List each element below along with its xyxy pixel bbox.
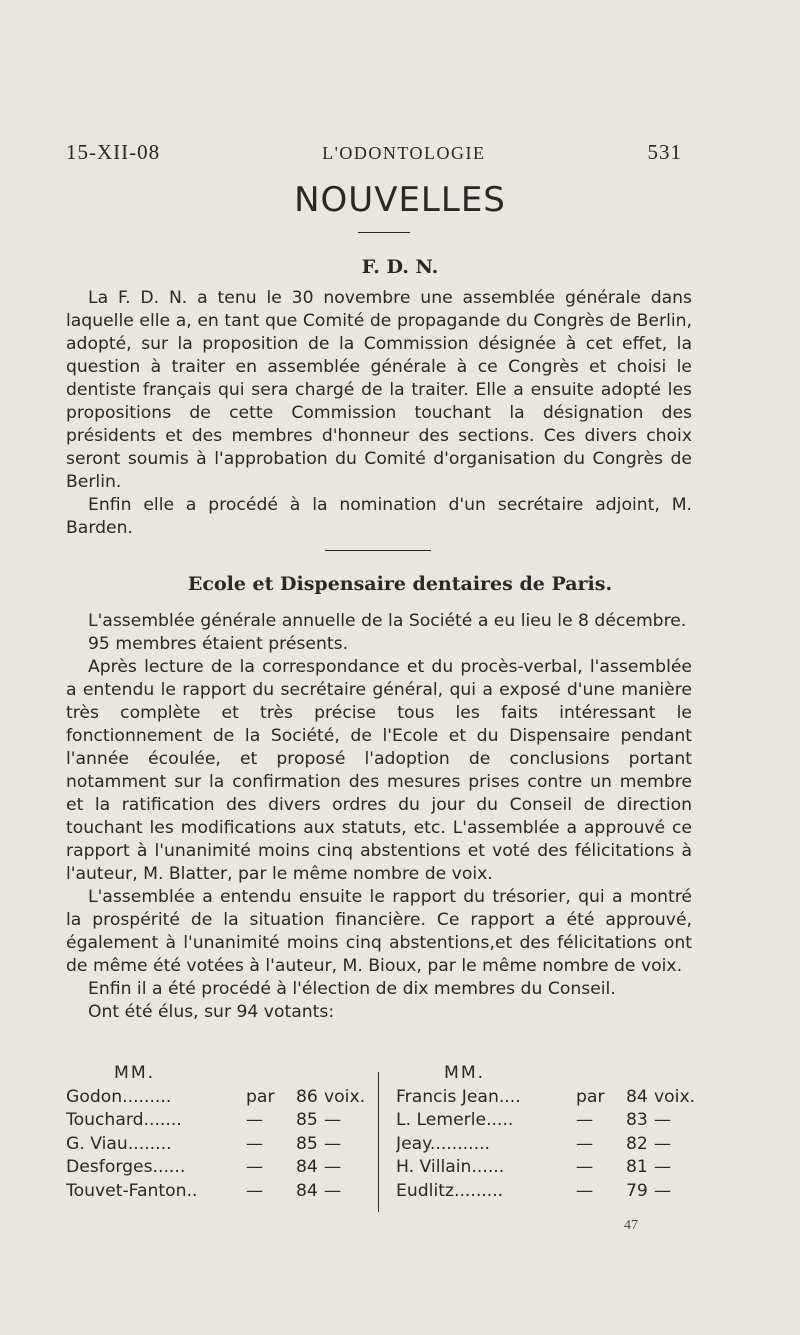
results-left-column	[66, 1062, 366, 1203]
fdn-heading: F. D. N.	[361, 256, 439, 278]
result-row	[396, 1133, 696, 1157]
result-row	[66, 1156, 366, 1180]
right-column-heading: MM.	[444, 1063, 486, 1083]
par-label: —	[246, 1180, 264, 1201]
member-name: Touvet-Fanton..	[66, 1180, 198, 1201]
vote-count: 81	[626, 1157, 648, 1177]
title-rule	[358, 232, 410, 233]
par-label: —	[576, 1180, 594, 1201]
result-row	[66, 1109, 366, 1133]
fdn-body	[66, 287, 692, 540]
member-name: Touchard.......	[66, 1110, 182, 1130]
running-header	[66, 140, 682, 165]
member-name: Godon.........	[66, 1086, 172, 1107]
ecole-paragraph-6: Ont été élus, sur 94 votants:	[88, 1002, 335, 1022]
vote-count: 82	[626, 1133, 648, 1154]
voix-label: —	[654, 1180, 672, 1201]
voix-label: —	[324, 1110, 342, 1130]
journal-title: L'ODONTOLOGIE	[322, 143, 486, 163]
ecole-body	[66, 610, 692, 1024]
issue-date: 15-XII-08	[66, 140, 161, 164]
section-title: NOUVELLES	[294, 180, 506, 220]
par-label: —	[576, 1133, 594, 1154]
voix-label: voix.	[324, 1086, 366, 1107]
result-row	[396, 1086, 696, 1110]
voix-label: —	[654, 1133, 672, 1154]
results-right-column	[396, 1062, 696, 1203]
signature-mark: 47	[624, 1218, 638, 1233]
ecole-paragraph-2: 95 membres étaient présents.	[88, 634, 349, 654]
member-name: Francis Jean....	[396, 1086, 521, 1107]
voix-label: —	[654, 1110, 672, 1130]
voix-label: —	[654, 1157, 672, 1177]
vote-count: 86	[296, 1086, 318, 1107]
vote-count: 84	[626, 1086, 648, 1107]
vote-count: 85	[296, 1133, 318, 1154]
fdn-paragraph-1: La F. D. N. a tenu le 30 novembre une assemblée générale dans laquelle elle a, en tant que Comité de propagande du Congrès de Berlin, adopté, sur la proposition de la Commission désignée à cet effet, la question à traiter en assemblée générale à ce Congrès et choisi le dentiste français qui sera chargé de la traiter. Elle a ensuite adopté les propositions de cette Commission touchant la désignation des présidents et des membres d'honneur des sections. Ces divers choix seront soumis à l'approbation du Comité d'organisation du Congrès de Berlin.	[66, 288, 692, 492]
member-name: H. Villain......	[396, 1157, 505, 1177]
par-label: —	[246, 1133, 264, 1154]
par-label: par	[246, 1086, 275, 1107]
member-name: Eudlitz.........	[396, 1180, 504, 1201]
vote-count: 85	[296, 1110, 318, 1130]
par-label: —	[576, 1110, 594, 1130]
result-row	[66, 1180, 366, 1204]
ecole-heading: Ecole et Dispensaire dentaires de Paris.	[187, 573, 613, 595]
ecole-paragraph-4: L'assemblée a entendu ensuite le rapport du trésorier, qui a montré la prospérité de la situation financière. Ce rapport a été approuvé, également à l'unanimité moins cinq abstentions,et des félicitations ont de même été votées à l'auteur, M. Bioux, par le même nombre de voix.	[66, 887, 692, 976]
member-name: Desforges......	[66, 1157, 186, 1177]
fdn-paragraph-2: Enfin elle a procédé à la nomination d'un secrétaire adjoint, M. Barden.	[66, 495, 692, 538]
left-column-heading: MM.	[114, 1063, 156, 1083]
member-name: Jeay...........	[396, 1133, 490, 1154]
ecole-paragraph-3: Après lecture de la correspondance et du procès-verbal, l'assemblée a entendu le rapport du secrétaire général, qui a exposé d'une manière très complète et très précise tous les faits intéressant le fonctionnement de la Société, de l'Ecole et du Dispensaire pendant l'année écoulée, et proposé l'adoption de conclusions portant notamment sur la confirmation des mesures prises contre un membre et la ratification des divers ordres du jour du Conseil de direction touchant les modifications aux statuts, etc. L'assemblée a approuvé ce rapport à l'unanimité moins cinq abstentions et voté des félicitations à l'auteur, M. Blatter, par le même nombre de voix.	[66, 657, 692, 884]
ecole-paragraph-5: Enfin il a été procédé à l'élection de dix membres du Conseil.	[88, 979, 616, 999]
par-label: par	[576, 1086, 605, 1107]
member-name: G. Viau........	[66, 1133, 172, 1154]
vote-count: 83	[626, 1110, 648, 1130]
vote-count: 84	[296, 1157, 318, 1177]
voix-label: voix.	[654, 1086, 696, 1107]
column-divider	[378, 1072, 379, 1212]
result-row	[396, 1156, 696, 1180]
vote-count: 79	[626, 1180, 648, 1201]
section-rule	[325, 550, 431, 551]
voix-label: —	[324, 1157, 342, 1177]
page-number: 531	[647, 140, 682, 164]
vote-count: 84	[296, 1180, 318, 1201]
result-row	[396, 1180, 696, 1204]
par-label: —	[576, 1157, 594, 1177]
par-label: —	[246, 1157, 264, 1177]
result-row	[66, 1086, 366, 1110]
member-name: L. Lemerle.....	[396, 1110, 514, 1130]
voix-label: —	[324, 1133, 342, 1154]
voix-label: —	[324, 1180, 342, 1201]
result-row	[66, 1133, 366, 1157]
par-label: —	[246, 1110, 264, 1130]
ecole-paragraph-1: L'assemblée générale annuelle de la Société a eu lieu le 8 décembre.	[88, 611, 687, 631]
result-row	[396, 1109, 696, 1133]
